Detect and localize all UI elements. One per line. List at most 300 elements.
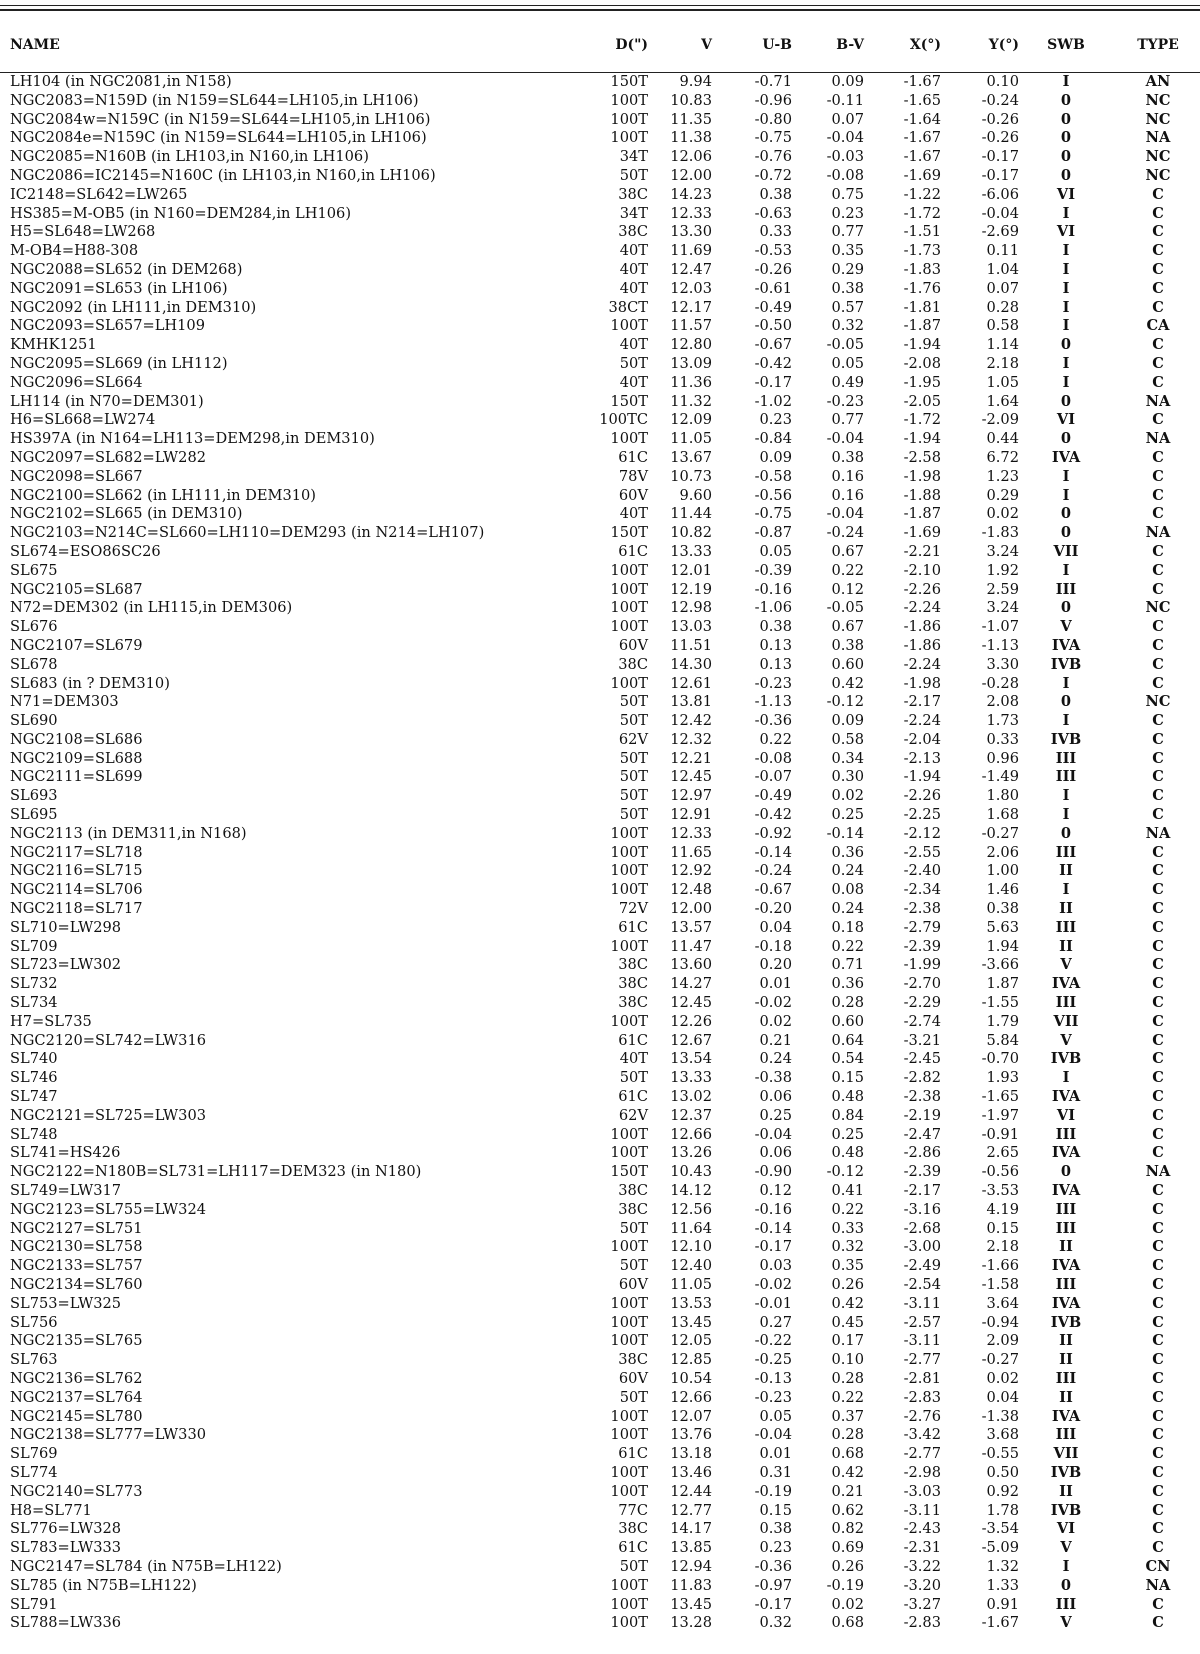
cell-type: C	[1152, 1106, 1164, 1124]
cell-y: 6.72	[986, 448, 1019, 466]
cell-y: -0.91	[981, 1125, 1019, 1143]
cell-diameter: 38C	[618, 655, 648, 673]
cell-u-b: -0.14	[754, 1219, 792, 1237]
cell-diameter: 40T	[619, 279, 648, 297]
cell-y: 3.30	[986, 655, 1019, 673]
cell-name: SL749=LW317	[10, 1182, 122, 1200]
cell-u-b: 0.32	[759, 1614, 792, 1632]
cell-diameter: 61C	[618, 542, 648, 560]
cell-v: 14.27	[670, 975, 712, 993]
cell-diameter: 40T	[619, 1050, 648, 1068]
cell-diameter: 38C	[618, 1351, 648, 1369]
cell-x: -1.88	[903, 486, 941, 504]
cell-v: 13.60	[670, 956, 712, 974]
cell-x: -1.51	[903, 223, 941, 241]
cell-y: 0.02	[986, 505, 1019, 523]
cell-y: 3.24	[986, 599, 1019, 617]
cell-u-b: -0.08	[754, 749, 792, 767]
cell-swb: III	[1055, 1125, 1077, 1143]
table-row	[0, 731, 1200, 750]
cell-type: CA	[1146, 317, 1170, 335]
cell-v: 12.05	[670, 1332, 712, 1350]
cell-b-v: -0.12	[826, 693, 864, 711]
cell-x: -2.83	[903, 1388, 941, 1406]
cell-u-b: -0.92	[754, 824, 792, 842]
cell-x: -1.72	[903, 204, 941, 222]
cell-v: 12.33	[670, 204, 712, 222]
cell-u-b: -0.36	[754, 712, 792, 730]
cell-swb: I	[1062, 806, 1070, 824]
cell-y: 3.68	[986, 1426, 1019, 1444]
cell-type: C	[1152, 975, 1164, 993]
cell-v: 11.69	[670, 242, 712, 260]
cell-v: 12.44	[670, 1482, 712, 1500]
cell-v: 12.61	[670, 674, 712, 692]
cell-b-v: 0.62	[831, 1501, 864, 1519]
cell-b-v: 0.37	[831, 1407, 864, 1425]
cell-x: -2.77	[903, 1445, 941, 1463]
cell-name: NGC2102=SL665 (in DEM310)	[10, 505, 243, 523]
table-row	[0, 919, 1200, 938]
cell-b-v: 0.32	[831, 317, 864, 335]
cell-y: -0.26	[981, 129, 1019, 147]
cell-v: 11.35	[670, 110, 712, 128]
cell-v: 11.44	[670, 505, 712, 523]
table-row	[0, 1332, 1200, 1351]
cell-name: H8=SL771	[10, 1501, 92, 1519]
cell-x: -1.94	[903, 430, 941, 448]
header-x: X(°)	[909, 37, 941, 53]
cell-swb: III	[1055, 749, 1077, 767]
table-row	[0, 1520, 1200, 1539]
table-row	[0, 1351, 1200, 1370]
cell-name: NGC2123=SL755=LW324	[10, 1200, 207, 1218]
cell-b-v: 0.24	[831, 862, 864, 880]
table-row	[0, 129, 1200, 148]
cell-y: -1.07	[981, 618, 1019, 636]
cell-name: NGC2093=SL657=LH109	[10, 317, 206, 335]
cell-x: -2.08	[903, 354, 941, 372]
cell-type: C	[1152, 1200, 1164, 1218]
table-row	[0, 844, 1200, 863]
cell-y: -0.04	[981, 204, 1019, 222]
cell-diameter: 100T	[610, 129, 648, 147]
cell-v: 11.83	[670, 1576, 712, 1594]
cell-y: 1.14	[986, 336, 1019, 354]
cell-v: 11.57	[670, 317, 712, 335]
cell-swb: 0	[1060, 505, 1072, 523]
table-row	[0, 1464, 1200, 1483]
cell-swb: I	[1062, 204, 1070, 222]
cell-y: -0.17	[981, 166, 1019, 184]
cell-b-v: -0.12	[826, 1163, 864, 1181]
cell-name: H6=SL668=LW274	[10, 411, 156, 429]
cell-u-b: 0.27	[759, 1313, 792, 1331]
cell-b-v: 0.15	[831, 1069, 864, 1087]
cell-v: 13.46	[670, 1463, 712, 1481]
cell-name: SL783=LW333	[10, 1539, 122, 1557]
table-row	[0, 1483, 1200, 1502]
cell-v: 13.33	[670, 542, 712, 560]
cell-name: NGC2140=SL773	[10, 1482, 143, 1500]
cell-u-b: 0.23	[759, 1539, 792, 1557]
cell-swb: VI	[1056, 185, 1076, 203]
cell-y: 2.18	[986, 1238, 1019, 1256]
cell-u-b: 0.03	[759, 1257, 792, 1275]
table-row	[0, 1144, 1200, 1163]
cell-name: SL748	[10, 1125, 58, 1143]
cell-type: C	[1152, 881, 1164, 899]
cell-name: LH114 (in N70=DEM301)	[10, 392, 204, 410]
cell-u-b: -1.02	[754, 392, 792, 410]
cell-type: C	[1152, 1219, 1164, 1237]
cell-x: -2.38	[903, 900, 941, 918]
cell-swb: II	[1059, 900, 1073, 918]
cell-v: 13.02	[670, 1088, 712, 1106]
cell-u-b: 0.13	[759, 636, 792, 654]
cell-y: 0.92	[986, 1482, 1019, 1500]
cell-b-v: 0.26	[831, 1276, 864, 1293]
cell-v: 12.01	[670, 561, 712, 579]
cell-type: C	[1152, 749, 1164, 767]
cell-v: 12.17	[670, 298, 712, 316]
cell-name: SL678	[10, 655, 58, 673]
cell-b-v: 0.38	[831, 448, 864, 466]
cell-type: C	[1152, 843, 1164, 861]
cell-u-b: -0.36	[754, 1557, 792, 1575]
cell-type: C	[1152, 918, 1164, 936]
cell-swb: V	[1060, 956, 1072, 974]
table-row	[0, 994, 1200, 1013]
cell-name: SL709	[10, 937, 58, 955]
table-row	[0, 1069, 1200, 1088]
cell-diameter: 100T	[610, 430, 648, 448]
table-row	[0, 411, 1200, 430]
cell-swb: IVA	[1051, 1144, 1081, 1162]
cell-diameter: 50T	[619, 1557, 648, 1575]
cell-v: 12.03	[670, 279, 712, 297]
cell-u-b: -0.17	[754, 373, 792, 391]
cell-type: C	[1152, 937, 1164, 955]
cell-y: -0.28	[981, 674, 1019, 692]
cell-name: NGC2084w=N159C (in N159=SL644=LH105,in LH106)	[10, 110, 431, 128]
cell-swb: VI	[1056, 1520, 1076, 1538]
cell-x: -2.57	[903, 1313, 941, 1331]
cell-x: -2.12	[903, 824, 941, 842]
cell-y: 1.78	[986, 1501, 1019, 1519]
cell-x: -2.04	[903, 730, 941, 748]
cell-u-b: -0.25	[754, 1351, 792, 1369]
cell-swb: I	[1062, 787, 1070, 805]
cell-diameter: 100T	[610, 824, 648, 842]
cell-swb: VII	[1053, 542, 1079, 560]
cell-type: NC	[1145, 599, 1171, 617]
cell-name: HS385=M-OB5 (in N160=DEM284,in LH106)	[10, 204, 352, 222]
cell-u-b: -0.04	[754, 1125, 792, 1143]
cell-type: C	[1152, 1313, 1164, 1331]
cell-b-v: -0.23	[826, 392, 864, 410]
header-diameter: D(")	[615, 37, 648, 53]
cell-b-v: 0.60	[831, 655, 864, 673]
cell-x: -2.38	[903, 1088, 941, 1106]
cell-swb: 0	[1060, 693, 1072, 711]
cell-b-v: 0.29	[831, 260, 864, 278]
cell-v: 12.56	[670, 1200, 712, 1218]
cell-diameter: 38C	[618, 1182, 648, 1200]
cell-u-b: -0.14	[754, 843, 792, 861]
cell-u-b: -0.49	[754, 298, 792, 316]
cell-u-b: -0.97	[754, 1576, 792, 1594]
cell-y: -5.09	[981, 1539, 1019, 1557]
cell-name: SL693	[10, 787, 58, 805]
cell-y: 1.00	[986, 862, 1019, 880]
table-row	[0, 806, 1200, 825]
table-row	[0, 1502, 1200, 1521]
cell-diameter: 150T	[610, 392, 648, 410]
cell-v: 12.19	[670, 580, 712, 598]
cell-type: C	[1152, 1369, 1164, 1387]
cell-y: -0.24	[981, 91, 1019, 109]
cell-b-v: 0.82	[831, 1520, 864, 1538]
cell-swb: VI	[1056, 223, 1076, 241]
cell-type: C	[1152, 185, 1164, 203]
table-row	[0, 562, 1200, 581]
table-row	[0, 261, 1200, 280]
cell-diameter: 100T	[610, 674, 648, 692]
cell-v: 10.54	[670, 1369, 712, 1387]
cell-b-v: 0.54	[831, 1050, 864, 1068]
cell-diameter: 72V	[618, 900, 648, 918]
table-row	[0, 430, 1200, 449]
cell-u-b: -0.22	[754, 1332, 792, 1350]
cell-type: C	[1152, 1595, 1164, 1613]
cell-name: NGC2100=SL662 (in LH111,in DEM310)	[10, 486, 317, 504]
cell-type: NA	[1145, 1576, 1171, 1594]
cell-x: -2.21	[903, 542, 941, 560]
cell-u-b: -0.50	[754, 317, 792, 335]
table-row	[0, 449, 1200, 468]
cell-swb: 0	[1060, 1576, 1072, 1594]
cell-diameter: 61C	[618, 1445, 648, 1463]
cell-b-v: -0.11	[826, 91, 864, 109]
cell-type: C	[1152, 467, 1164, 485]
table-row	[0, 148, 1200, 167]
cell-v: 12.26	[670, 1012, 712, 1030]
cell-b-v: 0.22	[831, 937, 864, 955]
table-row	[0, 505, 1200, 524]
cell-v: 13.28	[670, 1614, 712, 1632]
cell-name: SL741=HS426	[10, 1144, 121, 1162]
cell-y: -0.56	[981, 1163, 1019, 1181]
cell-swb: 0	[1060, 148, 1072, 166]
cell-diameter: 40T	[619, 373, 648, 391]
cell-swb: IVA	[1051, 1407, 1081, 1425]
table-row	[0, 1445, 1200, 1464]
cell-swb: IVA	[1051, 636, 1081, 654]
cell-y: 0.04	[986, 1388, 1019, 1406]
cell-b-v: 0.09	[831, 712, 864, 730]
cell-type: C	[1152, 1050, 1164, 1068]
cell-x: -2.29	[903, 994, 941, 1012]
cell-b-v: 0.60	[831, 1012, 864, 1030]
cell-u-b: -0.17	[754, 1595, 792, 1613]
table-row	[0, 1013, 1200, 1032]
table-row	[0, 938, 1200, 957]
cell-diameter: 34T	[619, 204, 648, 222]
cell-type: C	[1152, 1182, 1164, 1200]
cell-v: 12.66	[670, 1388, 712, 1406]
cell-y: -0.55	[981, 1445, 1019, 1463]
cell-b-v: 0.67	[831, 542, 864, 560]
cell-b-v: 0.23	[831, 204, 864, 222]
cell-diameter: 50T	[619, 712, 648, 730]
cell-b-v: 0.28	[831, 1369, 864, 1387]
cell-name: NGC2107=SL679	[10, 636, 143, 654]
cell-b-v: 0.42	[831, 1463, 864, 1481]
cell-v: 12.33	[670, 824, 712, 842]
table-row	[0, 1032, 1200, 1051]
cell-name: NGC2083=N159D (in N159=SL644=LH105,in LH106)	[10, 91, 419, 109]
cell-u-b: -0.96	[754, 91, 792, 109]
cell-name: NGC2109=SL688	[10, 749, 143, 767]
cell-u-b: -0.16	[754, 1200, 792, 1218]
table-row	[0, 186, 1200, 205]
cell-b-v: 0.21	[831, 1482, 864, 1500]
cell-u-b: 0.09	[759, 448, 792, 466]
table-row	[0, 543, 1200, 562]
cell-y: -1.55	[981, 994, 1019, 1012]
cell-b-v: 0.28	[831, 1426, 864, 1444]
table-row	[0, 656, 1200, 675]
cell-y: -6.06	[981, 185, 1019, 203]
cell-type: C	[1152, 1351, 1164, 1369]
cell-b-v: -0.04	[826, 505, 864, 523]
cell-x: -2.70	[903, 975, 941, 993]
table-row	[0, 1295, 1200, 1314]
cell-v: 9.94	[679, 73, 712, 90]
cell-type: NA	[1145, 129, 1171, 147]
cell-v: 13.30	[670, 223, 712, 241]
cell-u-b: -1.13	[754, 693, 792, 711]
cell-swb: IVB	[1050, 1463, 1082, 1481]
cell-y: 0.29	[986, 486, 1019, 504]
cell-u-b: 0.15	[759, 1501, 792, 1519]
cell-swb: II	[1059, 862, 1073, 880]
cell-x: -1.98	[903, 467, 941, 485]
table-row	[0, 1314, 1200, 1333]
cell-b-v: 0.09	[831, 73, 864, 90]
cell-swb: IVA	[1051, 1088, 1081, 1106]
cell-swb: III	[1055, 843, 1077, 861]
cell-swb: 0	[1060, 336, 1072, 354]
cell-b-v: 0.02	[831, 1595, 864, 1613]
cell-b-v: 0.77	[831, 223, 864, 241]
cell-x: -2.25	[903, 806, 941, 824]
cell-type: NA	[1145, 392, 1171, 410]
cell-y: 0.58	[986, 317, 1019, 335]
cell-b-v: -0.19	[826, 1576, 864, 1594]
cell-u-b: -0.42	[754, 806, 792, 824]
cell-type: C	[1152, 1012, 1164, 1030]
cell-u-b: -0.23	[754, 1388, 792, 1406]
cell-u-b: -0.42	[754, 354, 792, 372]
cell-swb: 0	[1060, 824, 1072, 842]
cell-type: C	[1152, 411, 1164, 429]
cell-swb: IVA	[1051, 1257, 1081, 1275]
cell-y: 0.38	[986, 900, 1019, 918]
top-rule-thin	[0, 5, 1200, 6]
cell-type: C	[1152, 1426, 1164, 1444]
cell-v: 10.43	[670, 1163, 712, 1181]
cell-name: SL776=LW328	[10, 1520, 122, 1538]
cell-type: C	[1152, 768, 1164, 786]
cell-diameter: 50T	[619, 354, 648, 372]
cell-y: 1.80	[986, 787, 1019, 805]
header-name: NAME	[10, 37, 60, 53]
cell-swb: VI	[1056, 1106, 1076, 1124]
table-row	[0, 1539, 1200, 1558]
cell-b-v: 0.33	[831, 1219, 864, 1237]
cell-swb: IVB	[1050, 1501, 1082, 1519]
cell-type: C	[1152, 1445, 1164, 1463]
cell-v: 12.32	[670, 730, 712, 748]
cell-b-v: 0.05	[831, 354, 864, 372]
cell-type: C	[1152, 655, 1164, 673]
cell-diameter: 60V	[618, 636, 648, 654]
cell-type: C	[1152, 730, 1164, 748]
cell-v: 13.85	[670, 1539, 712, 1557]
cell-name: SL791	[10, 1595, 58, 1613]
cell-name: H7=SL735	[10, 1012, 92, 1030]
cell-diameter: 40T	[619, 336, 648, 354]
cell-type: C	[1152, 1463, 1164, 1481]
cell-type: C	[1152, 336, 1164, 354]
cell-b-v: 0.35	[831, 1257, 864, 1275]
cell-v: 13.54	[670, 1050, 712, 1068]
cell-x: -1.22	[903, 185, 941, 203]
cell-swb: V	[1060, 1614, 1072, 1632]
cell-y: 1.92	[986, 561, 1019, 579]
cell-v: 14.23	[670, 185, 712, 203]
cell-type: C	[1152, 712, 1164, 730]
cell-x: -3.11	[903, 1332, 941, 1350]
cell-type: C	[1152, 542, 1164, 560]
cell-swb: IVB	[1050, 655, 1082, 673]
cell-swb: IVA	[1051, 1182, 1081, 1200]
cell-u-b: -0.16	[754, 580, 792, 598]
cell-v: 9.60	[679, 486, 712, 504]
table-row	[0, 787, 1200, 806]
table-row	[0, 92, 1200, 111]
table-row	[0, 900, 1200, 919]
cell-u-b: 0.01	[759, 1445, 792, 1463]
table-row	[0, 355, 1200, 374]
cell-swb: I	[1062, 1069, 1070, 1087]
cell-swb: II	[1059, 1388, 1073, 1406]
cell-v: 12.98	[670, 599, 712, 617]
cell-diameter: 100T	[610, 1294, 648, 1312]
cell-b-v: -0.04	[826, 430, 864, 448]
cell-diameter: 62V	[618, 1106, 648, 1124]
cell-b-v: 0.07	[831, 110, 864, 128]
cell-b-v: 0.68	[831, 1445, 864, 1463]
cell-y: 3.24	[986, 542, 1019, 560]
cell-diameter: 100T	[610, 843, 648, 861]
cell-y: -0.17	[981, 148, 1019, 166]
cell-swb: 0	[1060, 1163, 1072, 1181]
cell-diameter: 100T	[610, 110, 648, 128]
cell-b-v: 0.69	[831, 1539, 864, 1557]
